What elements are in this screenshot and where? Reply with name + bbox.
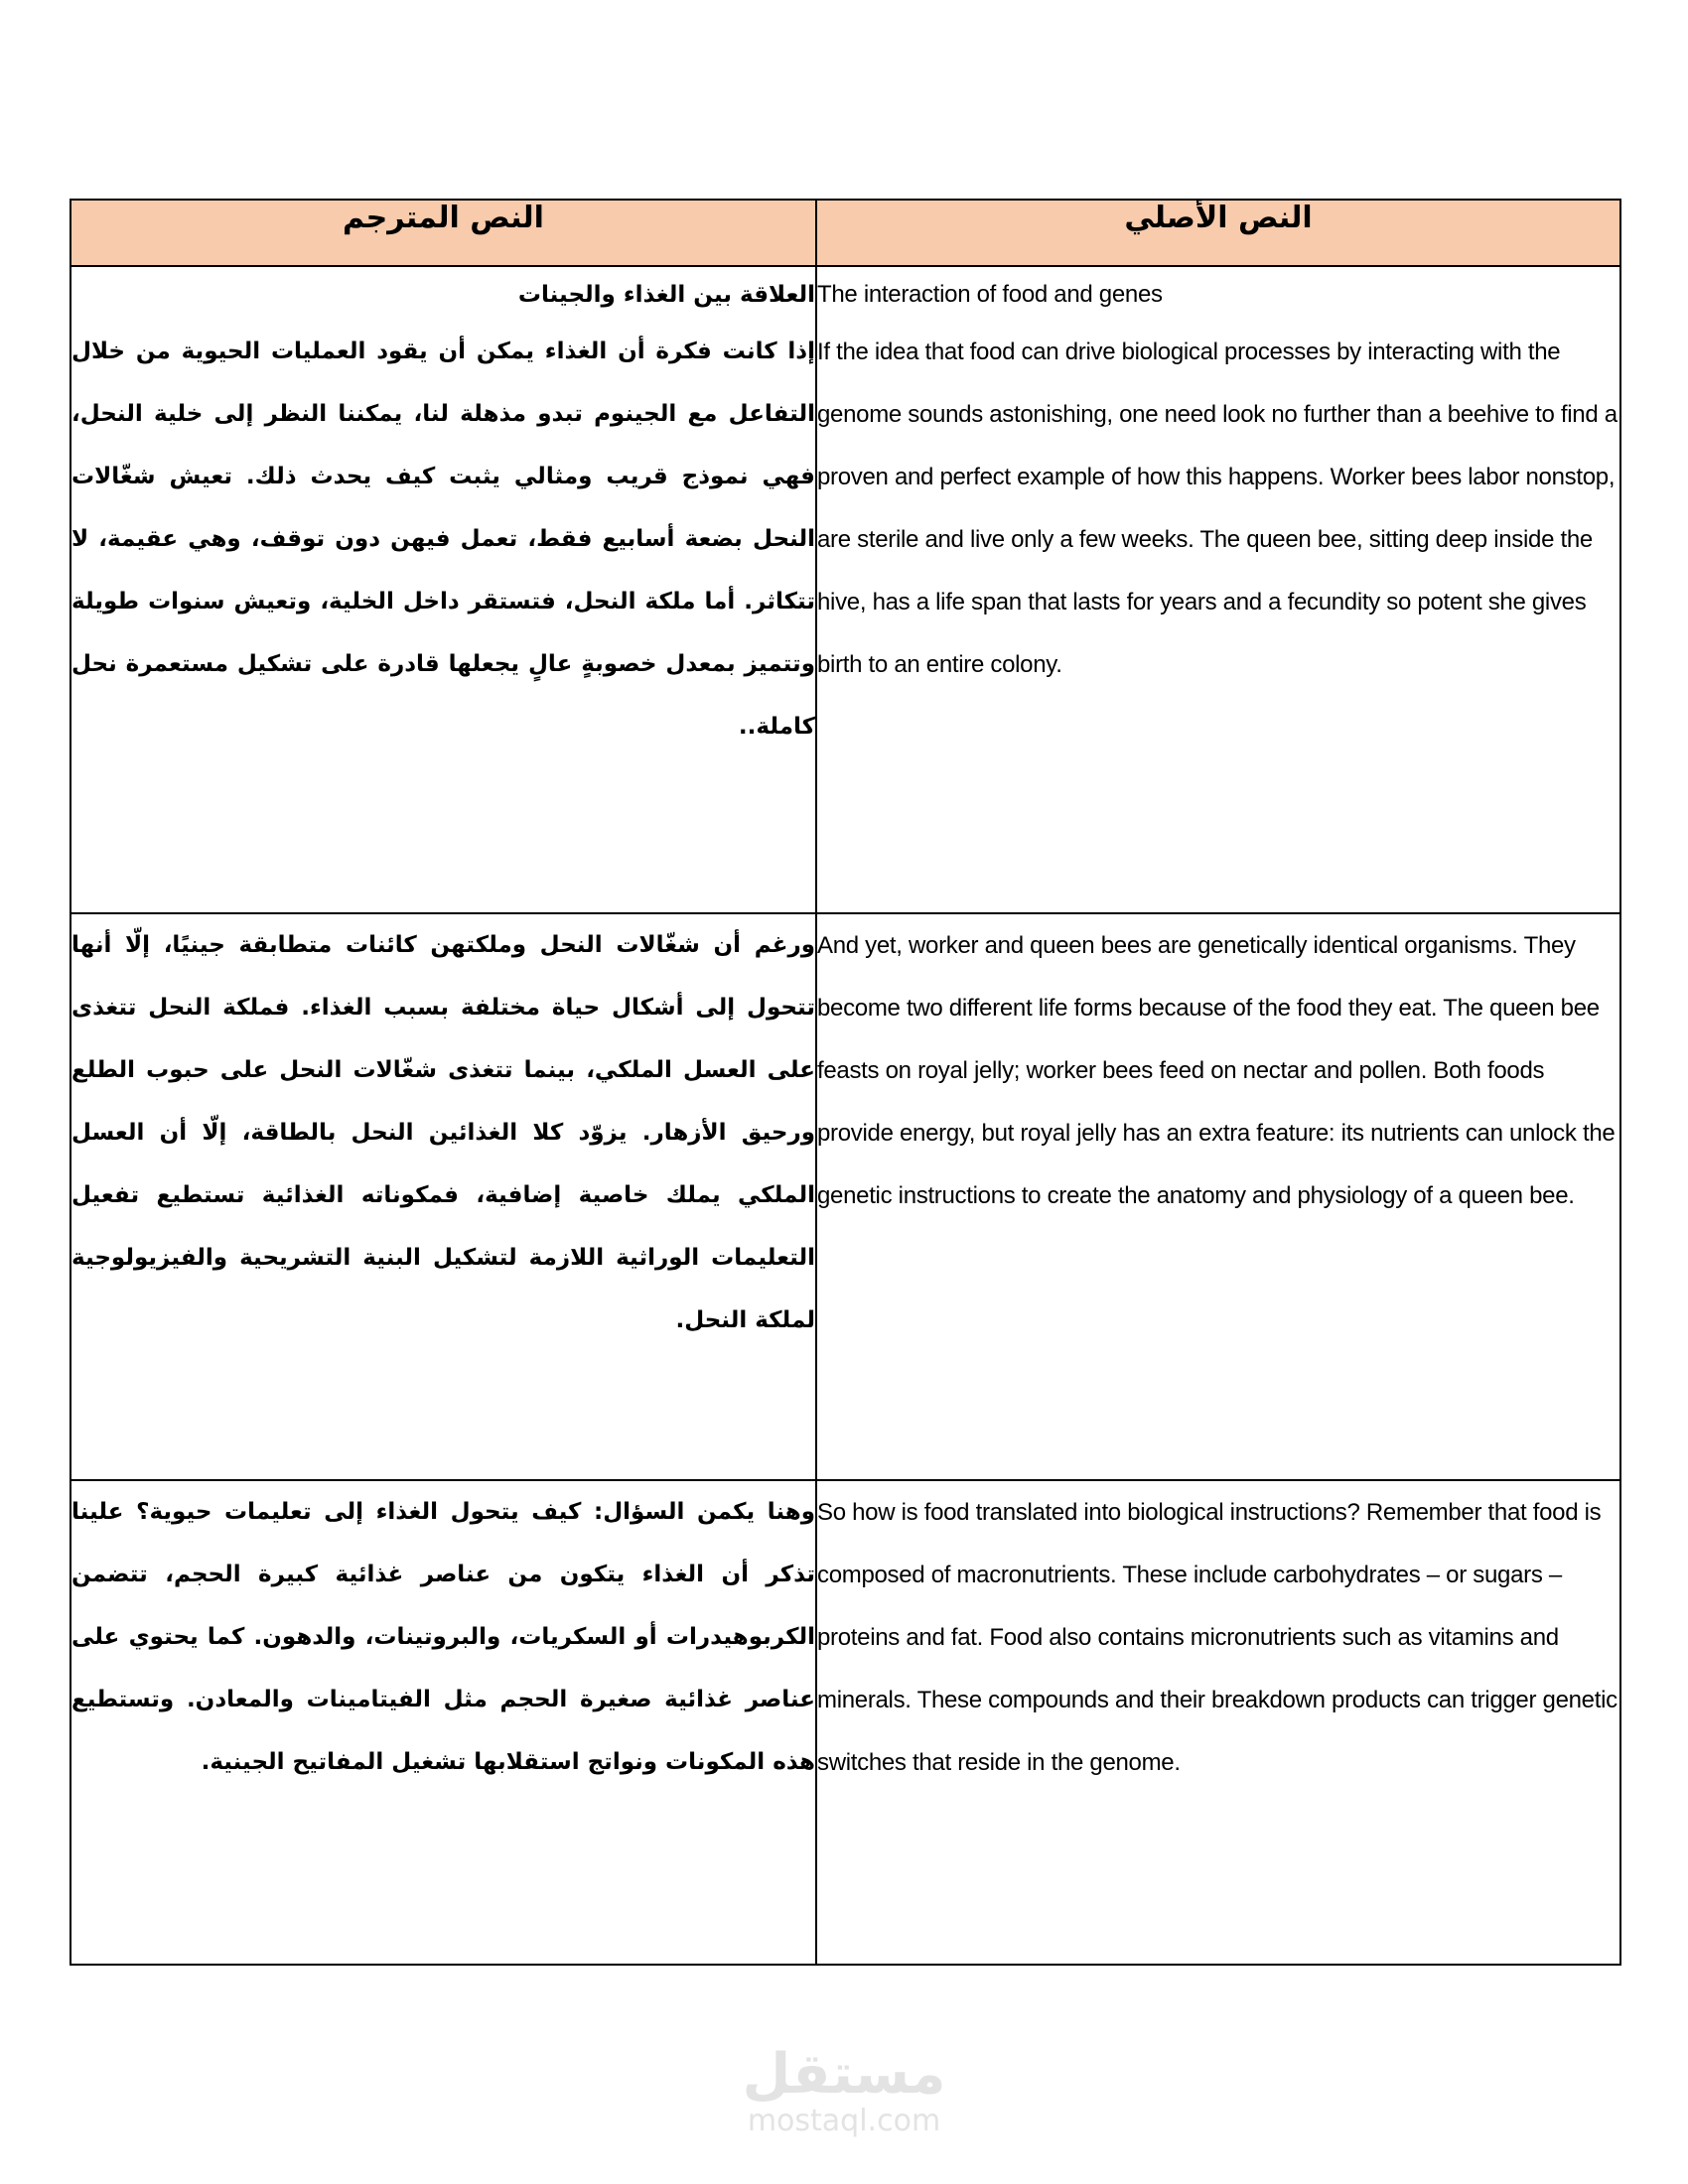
translated-paragraph: ورغم أن شغّالات النحل وملكتهن كائنات متطابقة جينيًا، إلّا أنها تتحول إلى أشكال حياة مختلفة بسبب الغذاء. فملكة النحل تتغذى على العسل الملكي، بينما تتغذى شغّالات النحل على حبوب الطلع ورحيق الأزهار. يزوّد كلا الغذائين النحل بالطاقة، إلّا أن العسل الملكي يملك خاصية إضافية، فمكوناته الغذائية تستطيع تفعيل التعليمات الوراثية اللازمة لتشكيل البنية التشريحية والفيزيولوجية لملكة النحل. (71, 932, 815, 1333)
original-cell (816, 266, 1620, 913)
mostaql-watermark (735, 2042, 953, 2138)
original-text-header: النص الأصلي (816, 200, 1620, 266)
original-cell (816, 1480, 1620, 1965)
translated-paragraph: وهنا يكمن السؤال: كيف يتحول الغذاء إلى تعليمات حيوية؟ علينا تذكر أن الغذاء يتكون من عناصر غذائية كبيرة الحجم، تتضمن الكربوهيدرات أو السكريات، والبروتينات، والدهون. كما يحتوي على عناصر غذائية صغيرة الحجم مثل الفيتامينات والمعادن. وتستطيع هذه المكونات ونواتج استقلابها تشغيل المفاتيح الجينية. (71, 1499, 815, 1775)
table-row (70, 266, 1620, 913)
original-cell (816, 913, 1620, 1480)
table-row (70, 1480, 1620, 1965)
watermark-domain: mostaql.com (747, 2104, 941, 2138)
translated-text-header: النص المترجم (70, 200, 816, 266)
translated-cell (70, 913, 816, 1480)
watermark-arabic-logo: مستقل (742, 2042, 946, 2107)
translated-title: العلاقة بين الغذاء والجينات (517, 282, 815, 308)
original-paragraph: And yet, worker and queen bees are genetically identical organisms. They become two different life forms because of the food they eat. The queen bee feasts on royal jelly; worker bees feed on nectar and pollen. Both foods provide energy, but royal jelly has an extra feature: its nutrients can unlock the genetic instructions to create the anatomy and physiology of a queen bee. (817, 932, 1616, 1209)
original-title: The interaction of food and genes (817, 281, 1163, 308)
table-header-row (70, 200, 1620, 266)
original-paragraph: If the idea that food can drive biological processes by interacting with the genome sounds astonishing, one need look no further than a beehive to find a proven and perfect example of how this happens. Worker bees labor nonstop, are sterile and live only a few weeks. The queen bee, sitting deep inside the hive, has a life span that lasts for years and a fecundity so potent she gives birth to an entire colony. (817, 339, 1618, 678)
translated-cell (70, 1480, 816, 1965)
translation-table (70, 199, 1621, 1966)
table-row (70, 913, 1620, 1480)
translated-paragraph: إذا كانت فكرة أن الغذاء يمكن أن يقود العمليات الحيوية من خلال التفاعل مع الجينوم تبدو مذهلة لنا، يمكننا النظر إلى خلية النحل، فهي نموذج قريب ومثالي يثبت كيف يحدث ذلك. تعيش شغّالات النحل بضعة أسابيع فقط، تعمل فيهن دون توقف، وهي عقيمة، لا تتكاثر. أما ملكة النحل، فتستقر داخل الخلية، وتعيش سنوات طويلة وتتميز بمعدل خصوبةٍ عالٍ يجعلها قادرة على تشكيل مستعمرة نحل كاملة.. (71, 339, 815, 740)
original-paragraph: So how is food translated into biological instructions? Remember that food is composed of macronutrients. These include carbohydrates – or sugars – proteins and fat. Food also contains micronutrients such as vitamins and minerals. These compounds and their breakdown products can trigger genetic switches that reside in the genome. (817, 1499, 1618, 1776)
translated-cell (70, 266, 816, 913)
